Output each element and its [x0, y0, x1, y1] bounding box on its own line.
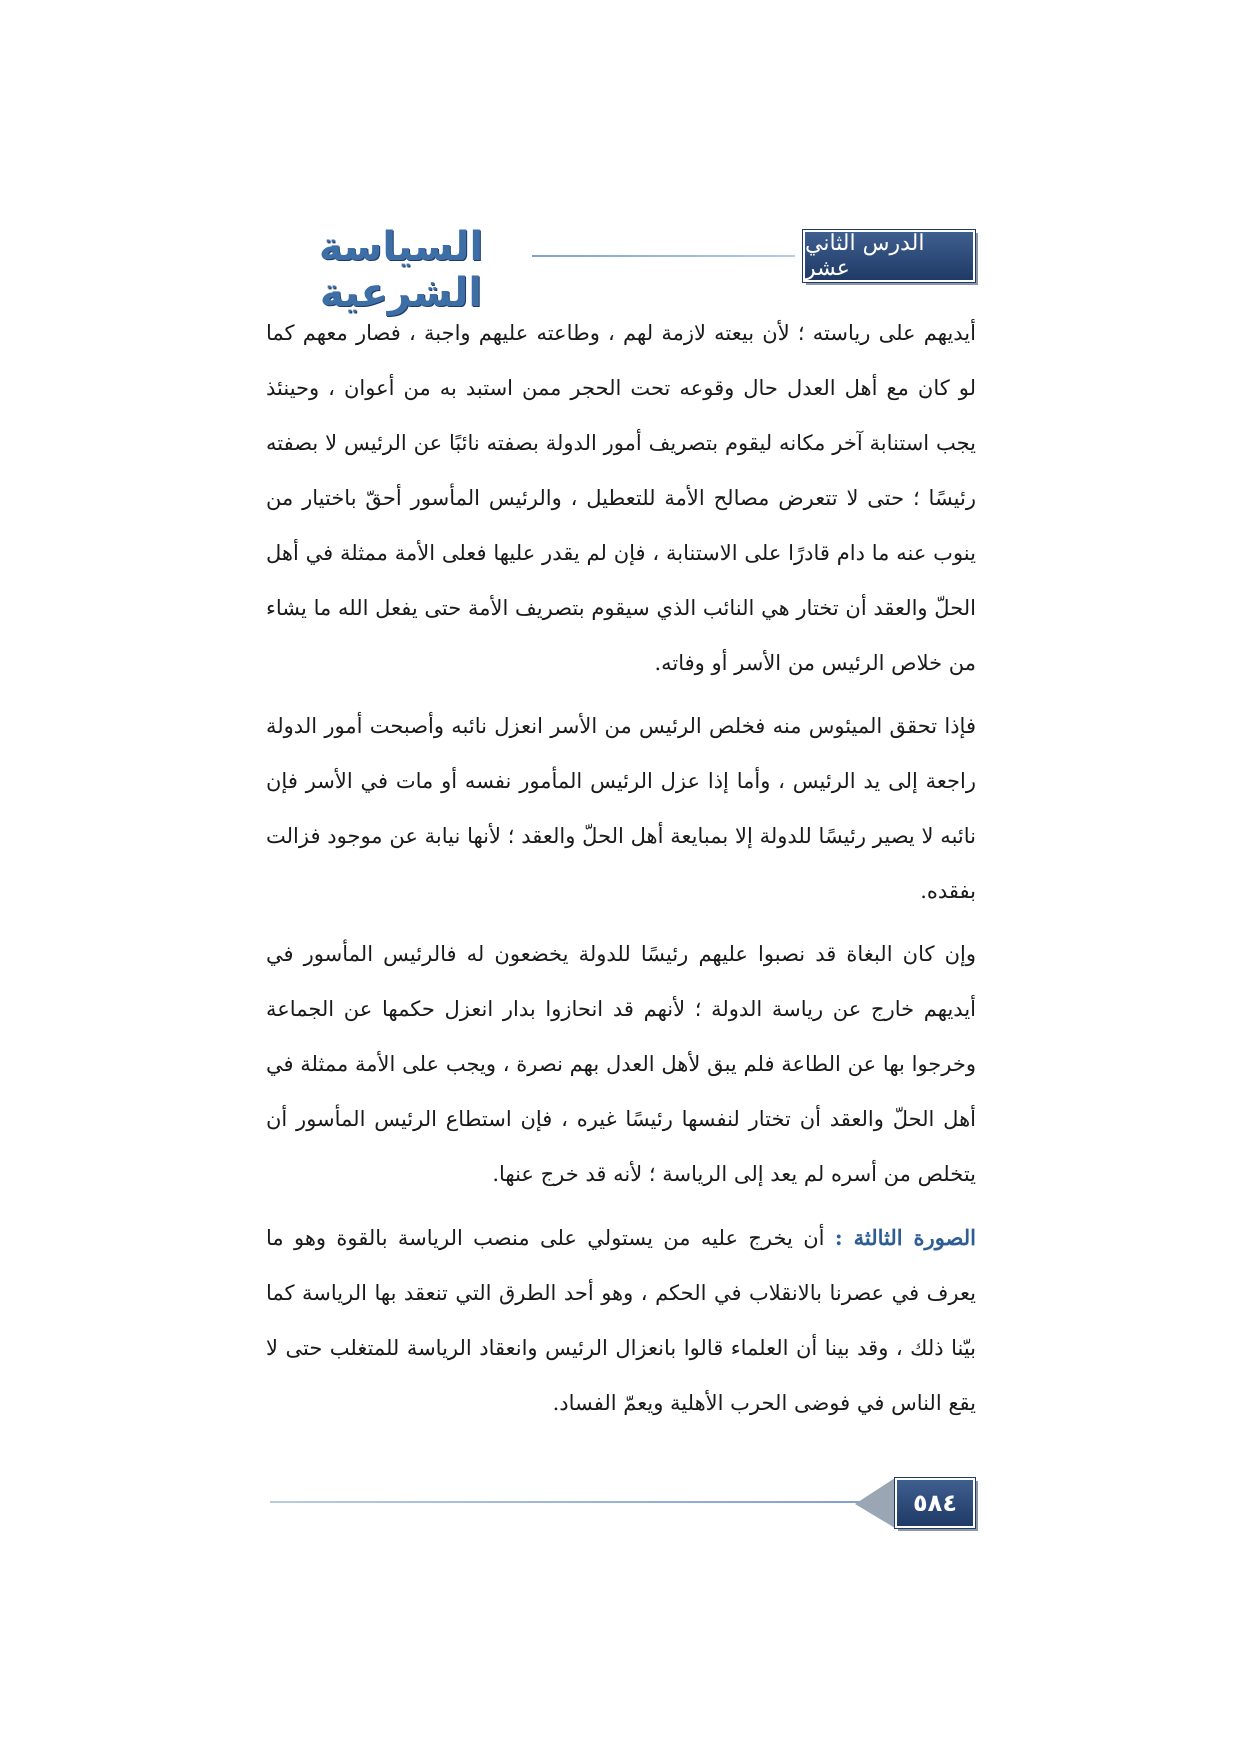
page-body [266, 306, 976, 1439]
paragraph-text: فإذا تحقق الميئوس منه فخلص الرئيس من الأسر انعزل نائبه وأصبحت أمور الدولة راجعة إلى يد الرئيس ، وأما إذا عزل الرئيس المأمور نفسه أو مات في الأسر فإن نائبه لا يصير رئيسًا للدولة إلا بمبايعة أهل الحلّ والعقد ؛ لأنها نيابة عن موجود فزالت بفقده. [266, 714, 976, 903]
paragraph [266, 306, 976, 691]
paragraph-text: أيديهم على رياسته ؛ لأن بيعته لازمة لهم ، وطاعته عليهم واجبة ، فصار معهم كما لو كان مع أهل العدل حال وقوعه تحت الحجر ممن استبد به من أعوان ، وحينئذ يجب استنابة آخر مكانه ليقوم بتصريف أمور الدولة بصفته نائبًا عن الرئيس لا بصفته رئيسًا ؛ حتى لا تتعرض مصالح الأمة للتعطيل ، والرئيس المأسور أحقّ باختيار من ينوب عنه ما دام قادرًا على الاستنابة ، فإن لم يقدر عليها فعلى الأمة ممثلة في أهل الحلّ والعقد أن تختار هي النائب الذي سيقوم بتصريف الأمة حتى يفعل الله ما يشاء من خلاص الرئيس من الأسر أو وفاته. [266, 321, 976, 675]
paragraph [266, 1210, 976, 1431]
paragraph-text: أن يخرج عليه من يستولي على منصب الرياسة بالقوة وهو ما يعرف في عصرنا بالانقلاب في الحكم ، وهو أحد الطرق التي تنعقد بها الرياسة كما بيّنا ذلك ، وقد بينا أن العلماء قالوا بانعزال الرئيس وانعقاد الرياسة للمتغلب حتى لا يقع الناس في فوضى الحرب الأهلية ويعمّ الفساد. [266, 1226, 976, 1415]
paragraph [266, 927, 976, 1202]
page-footer [270, 1478, 975, 1530]
book-title: السياسة الشرعية [318, 224, 484, 316]
page-header [270, 224, 975, 316]
lesson-badge: الدرس الثاني عشر [803, 230, 975, 282]
footer-ornament [855, 1478, 895, 1528]
header-divider [532, 255, 795, 257]
page-number: ٥٨٤ [895, 1478, 975, 1528]
paragraph-text: وإن كان البغاة قد نصبوا عليهم رئيسًا للدولة يخضعون له فالرئيس المأسور في أيديهم خارج عن رياسة الدولة ؛ لأنهم قد انحازوا بدار انعزل حكمها عن الجماعة وخرجوا بها عن الطاعة فلم يبق لأهل العدل بهم نصرة ، ويجب على الأمة ممثلة في أهل الحلّ والعقد أن تختار لنفسها رئيسًا غيره ، فإن استطاع الرئيس المأسور أن يتخلص من أسره لم يعد إلى الرياسة ؛ لأنه قد خرج عنها. [266, 942, 976, 1186]
footer-divider [270, 1501, 865, 1503]
section-term: الصورة الثالثة : [834, 1225, 976, 1250]
paragraph [266, 699, 976, 919]
